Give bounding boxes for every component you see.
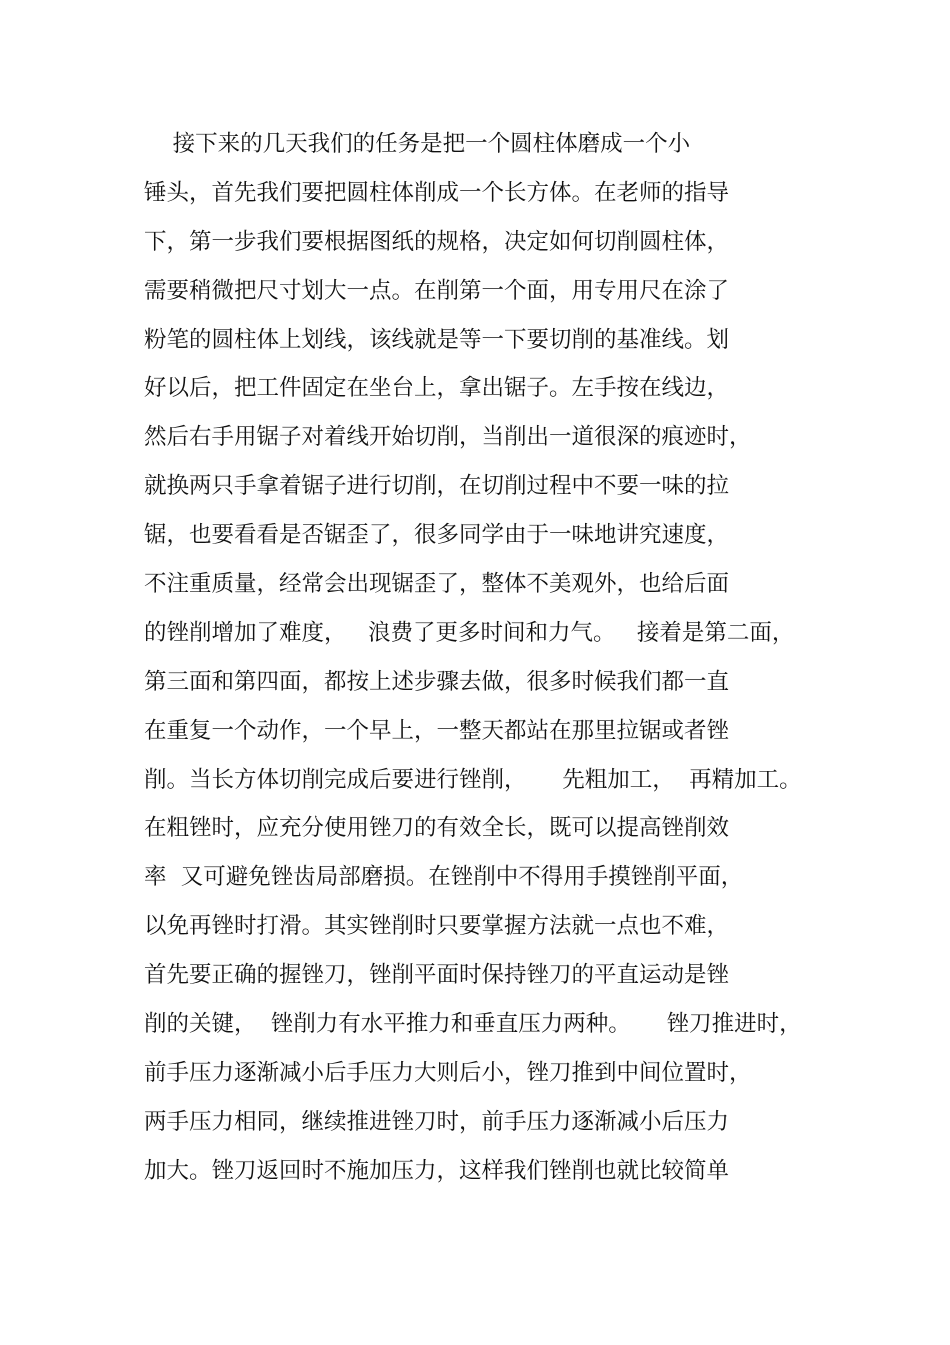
body-paragraph bbox=[144, 120, 824, 1196]
text-line: 前手压力逐渐减小后手压力大则后小，锉刀推到中间位置时， bbox=[144, 1059, 752, 1086]
text-line: 下，第一步我们要根据图纸的规格，决定如何切削圆柱体， bbox=[144, 228, 730, 255]
text-line: 在重复一个动作，一个早上，一整天都站在那里拉锯或者锉 bbox=[144, 717, 730, 744]
text-line: 锯，也要看看是否锯歪了，很多同学由于一味地讲究速度， bbox=[144, 522, 730, 549]
text-line: 率 又可避免锉齿局部磨损。在锉削中不得用手摸锉削平面， bbox=[144, 864, 744, 891]
text-line: 在粗锉时，应充分使用锉刀的有效全长，既可以提高锉削效 bbox=[144, 815, 730, 842]
text-line: 的锉削增加了难度， 浪费了更多时间和力气。 接着是第二面， bbox=[144, 619, 795, 646]
text-line: 接下来的几天我们的任务是把一个圆柱体磨成一个小 bbox=[144, 131, 691, 157]
text-line: 削。当长方体切削完成后要进行锉削， 先粗加工， 再精加工。 bbox=[144, 766, 802, 793]
text-line: 好以后，把工件固定在坐台上，拿出锯子。左手按在线边， bbox=[144, 375, 730, 402]
text-line: 削的关键， 锉削力有水平推力和垂直压力两种。 锉刀推进时， bbox=[144, 1011, 802, 1038]
text-line: 加大。锉刀返回时不施加压力，这样我们锉削也就比较简单 bbox=[144, 1157, 730, 1184]
text-line: 不注重质量，经常会出现锯歪了，整体不美观外，也给后面 bbox=[144, 571, 730, 598]
text-line: 第三面和第四面，都按上述步骤去做，很多时候我们都一直 bbox=[144, 668, 730, 695]
text-line: 粉笔的圆柱体上划线，该线就是等一下要切削的基准线。划 bbox=[144, 326, 730, 353]
text-line: 以免再锉时打滑。其实锉削时只要掌握方法就一点也不难， bbox=[144, 913, 730, 940]
text-line: 需要稍微把尺寸划大一点。在削第一个面，用专用尺在涂了 bbox=[144, 277, 730, 304]
text-line: 首先要正确的握锉刀，锉削平面时保持锉刀的平直运动是锉 bbox=[144, 962, 730, 989]
text-line: 锤头，首先我们要把圆柱体削成一个长方体。在老师的指导 bbox=[144, 179, 730, 206]
text-line: 就换两只手拿着锯子进行切削，在切削过程中不要一味的拉 bbox=[144, 473, 730, 500]
text-line: 然后右手用锯子对着线开始切削，当削出一道很深的痕迹时， bbox=[144, 424, 752, 451]
text-line: 两手压力相同，继续推进锉刀时，前手压力逐渐减小后压力 bbox=[144, 1108, 730, 1135]
